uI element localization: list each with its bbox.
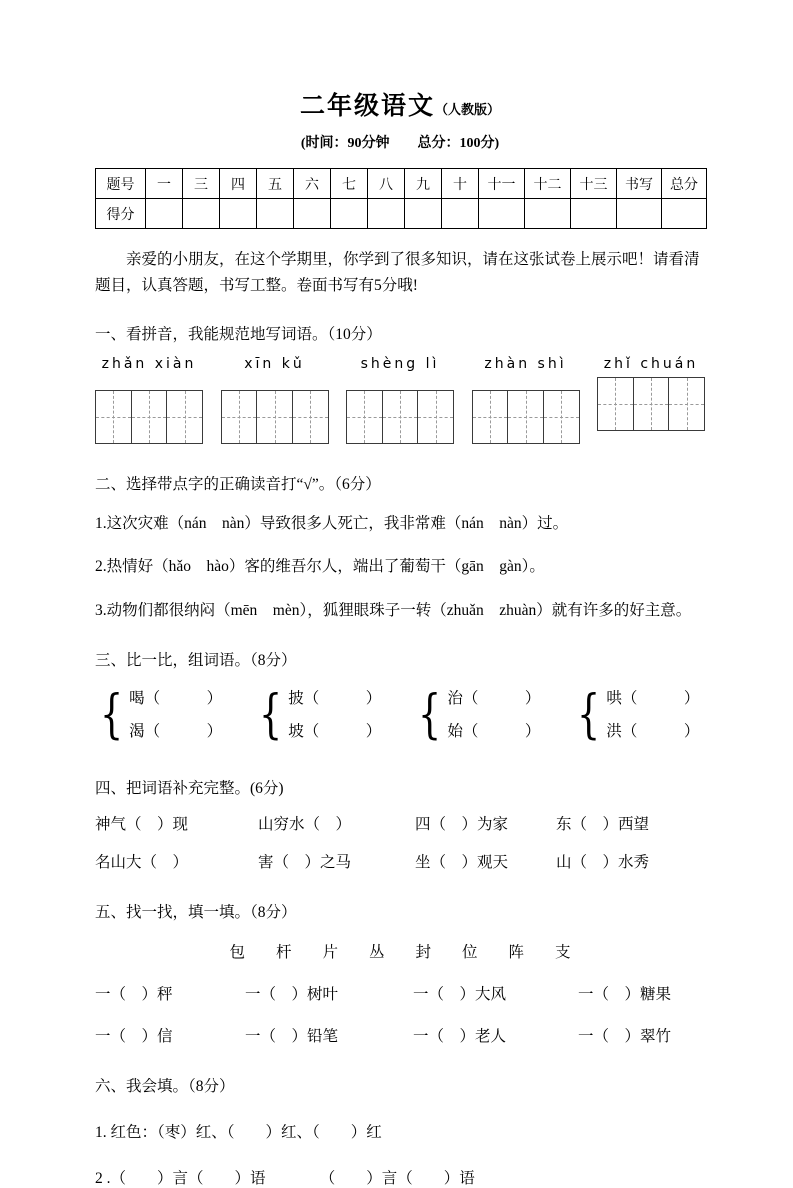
brace-icon: { bbox=[99, 685, 124, 746]
score-cell bbox=[368, 199, 405, 229]
score-col-header: 五 bbox=[257, 169, 294, 199]
q6-fill-line: 1. 红色：（枣）红、（ ）红、（ ）红 bbox=[95, 1124, 382, 1142]
measure-word-blank: 一（ ）树叶 bbox=[245, 986, 339, 1004]
writing-grid bbox=[95, 390, 203, 444]
pinyin-text: xīn kǔ bbox=[244, 356, 305, 373]
score-col-header: 三 bbox=[183, 169, 220, 199]
q2-title: 二、选择带点字的正确读音打“√”。（6分） bbox=[95, 476, 381, 494]
score-table-row-label: 得分 bbox=[96, 199, 146, 229]
grid-cell bbox=[508, 391, 544, 443]
grid-cell bbox=[418, 391, 453, 443]
q2-sentence: 3.动物们都很纳闷（mēn mèn），狐狸眼珠子一转（zhuǎn zhuàn）就有许多的好主意。 bbox=[95, 601, 692, 619]
brace-icon: { bbox=[418, 685, 442, 746]
score-col-header: 六 bbox=[294, 169, 331, 199]
word-blank: 坡（ ） bbox=[288, 723, 382, 741]
pinyin-word-block bbox=[346, 356, 454, 444]
score-col-header: 七 bbox=[331, 169, 368, 199]
q6-title: 六、我会填。（8分） bbox=[95, 1078, 235, 1096]
score-cell bbox=[405, 199, 442, 229]
writing-grid bbox=[346, 390, 454, 444]
pinyin-text: shèng lì bbox=[360, 356, 440, 373]
score-col-header: 十 bbox=[442, 169, 479, 199]
pinyin-text: zhǎn xiàn bbox=[101, 356, 197, 373]
question-5 bbox=[95, 900, 705, 1046]
word-blank: 渴（ ） bbox=[129, 723, 223, 741]
score-cell bbox=[146, 199, 183, 229]
question-1 bbox=[95, 322, 705, 444]
measure-word-blank: 一（ ）老人 bbox=[413, 1028, 507, 1046]
question-4 bbox=[95, 776, 705, 872]
idiom-blank: 坐（ ）观天 bbox=[415, 854, 509, 872]
q3-title: 三、比一比，组词语。（8分） bbox=[95, 652, 297, 670]
measure-word-blank: 一（ ）糖果 bbox=[578, 986, 672, 1004]
word-blank: 喝（ ） bbox=[129, 690, 223, 708]
pinyin-word-block bbox=[95, 356, 203, 444]
score-cell bbox=[183, 199, 220, 229]
compare-pair bbox=[413, 682, 540, 748]
score-col-header: 九 bbox=[405, 169, 442, 199]
score-cell bbox=[617, 199, 662, 229]
idiom-grid bbox=[95, 812, 705, 872]
score-col-header: 十三 bbox=[571, 169, 617, 199]
score-col-header: 总分 bbox=[662, 169, 707, 199]
grid-cell bbox=[96, 391, 132, 443]
compare-pair bbox=[254, 682, 381, 748]
question-3 bbox=[95, 648, 705, 748]
pinyin-word-block bbox=[597, 356, 705, 444]
brace-icon: { bbox=[577, 685, 601, 746]
intro-text: 亲爱的小朋友，在这个学期里，你学到了很多知识，请在这张试卷上展示吧！请看清题目，认真答题，书写工整。卷面书写有5分哦! bbox=[95, 251, 700, 294]
grid-cell bbox=[222, 391, 258, 443]
pinyin-text: zhàn shì bbox=[484, 356, 567, 373]
score-cell bbox=[525, 199, 571, 229]
score-table-score-row bbox=[96, 199, 707, 229]
word-blank: 始（ ） bbox=[447, 723, 541, 741]
idiom-blank: 害（ ）之马 bbox=[258, 854, 352, 872]
word-blank: 哄（ ） bbox=[606, 690, 700, 708]
grid-cell bbox=[257, 391, 293, 443]
word-blank: 披（ ） bbox=[288, 690, 382, 708]
score-cell bbox=[294, 199, 331, 229]
pinyin-word-block bbox=[472, 356, 580, 444]
score-col-header: 十二 bbox=[525, 169, 571, 199]
writing-grid bbox=[472, 390, 580, 444]
word-blank: 洪（ ） bbox=[606, 723, 700, 741]
writing-grid bbox=[597, 377, 705, 431]
page-title: 二年级语文 bbox=[299, 92, 435, 120]
grid-cell bbox=[669, 378, 704, 430]
score-col-header: 四 bbox=[220, 169, 257, 199]
grid-cell bbox=[473, 391, 509, 443]
score-table-row-label: 题号 bbox=[96, 169, 146, 199]
compare-pair bbox=[572, 682, 699, 748]
score-cell bbox=[662, 199, 707, 229]
pinyin-word-block bbox=[221, 356, 329, 444]
q4-title: 四、把词语补充完整。(6分) bbox=[95, 780, 284, 798]
grid-cell bbox=[132, 391, 168, 443]
q2-sentence: 1.这次灾难（nán nàn）导致很多人死亡，我非常难（nán nàn）过。 bbox=[95, 515, 569, 533]
grid-cell bbox=[634, 378, 670, 430]
question-6 bbox=[95, 1074, 705, 1188]
idiom-blank: 东（ ）西望 bbox=[556, 816, 650, 834]
q6-fill-line: 2 .（ ）言（ ）语 （ ）言（ ）语 bbox=[95, 1170, 475, 1188]
grid-cell bbox=[347, 391, 383, 443]
measure-word-blank: 一（ ）秤 bbox=[95, 986, 173, 1004]
word-bank: 包 杆 片 丛 封 位 阵 支 bbox=[229, 944, 571, 962]
q1-title: 一、看拼音，我能规范地写词语。（10分） bbox=[95, 326, 382, 344]
score-cell bbox=[442, 199, 479, 229]
measure-word-grid bbox=[95, 982, 705, 1046]
idiom-blank: 神气（ ）现 bbox=[95, 816, 189, 834]
grid-cell bbox=[383, 391, 419, 443]
score-table-header-row bbox=[96, 169, 707, 199]
idiom-blank: 山穷水（ ） bbox=[258, 816, 352, 834]
score-cell bbox=[571, 199, 617, 229]
pinyin-grid-row bbox=[95, 356, 705, 444]
question-2 bbox=[95, 472, 705, 624]
score-cell bbox=[220, 199, 257, 229]
score-cell bbox=[479, 199, 525, 229]
pinyin-text: zhǐ chuán bbox=[603, 356, 699, 373]
score-cell bbox=[257, 199, 294, 229]
q2-sentence: 2.热情好（hǎo hào）客的维吾尔人，端出了葡萄干（gān gàn）。 bbox=[95, 558, 545, 576]
measure-word-blank: 一（ ）铅笔 bbox=[245, 1028, 339, 1046]
measure-word-blank: 一（ ）信 bbox=[95, 1028, 173, 1046]
idiom-blank: 名山大（ ） bbox=[95, 854, 189, 872]
idiom-blank: 山（ ）水秀 bbox=[556, 854, 650, 872]
grid-cell bbox=[598, 378, 634, 430]
writing-grid bbox=[221, 390, 329, 444]
word-blank: 治（ ） bbox=[447, 690, 541, 708]
q5-title: 五、找一找，填一填。（8分） bbox=[95, 904, 297, 922]
score-table bbox=[95, 168, 707, 229]
edition-label: （人教版） bbox=[435, 102, 501, 117]
compare-pair bbox=[95, 682, 222, 748]
grid-cell bbox=[167, 391, 202, 443]
grid-cell bbox=[544, 391, 579, 443]
score-cell bbox=[331, 199, 368, 229]
measure-word-blank: 一（ ）翠竹 bbox=[578, 1028, 672, 1046]
score-col-header: 十一 bbox=[479, 169, 525, 199]
score-col-header: 八 bbox=[368, 169, 405, 199]
title-row bbox=[95, 86, 705, 122]
grid-cell bbox=[293, 391, 328, 443]
idiom-blank: 四（ ）为家 bbox=[415, 816, 509, 834]
exam-time-score-info: (时间：90分钟 总分：100分) bbox=[300, 136, 500, 151]
compare-groups-row bbox=[95, 682, 705, 748]
measure-word-blank: 一（ ）大风 bbox=[413, 986, 507, 1004]
score-col-header: 书写 bbox=[617, 169, 662, 199]
brace-icon: { bbox=[259, 685, 283, 746]
score-col-header: 一 bbox=[146, 169, 183, 199]
